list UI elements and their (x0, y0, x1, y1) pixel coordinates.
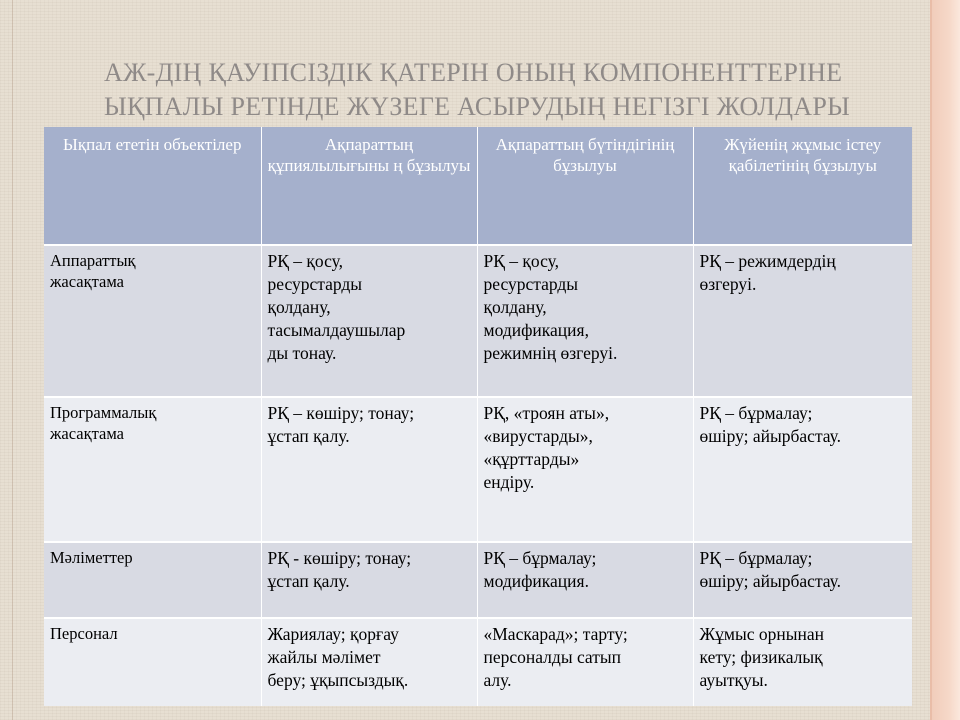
cell-text: Мәліметтер (50, 548, 133, 567)
cell-text: РҚ – режимдердің өзгеруі. (699, 251, 836, 294)
table-cell (261, 245, 477, 397)
cell-text: РҚ – бұрмалау; өшіру; айырбастау. (699, 548, 842, 591)
table-cell (477, 245, 693, 397)
table-cell (693, 245, 912, 397)
title-line-2: ЫҚПАЛЫ РЕТІНДЕ ЖҮЗЕГЕ АСЫРУДЫҢ НЕГІЗГІ ЖОЛДАРЫ (104, 92, 851, 121)
cell-text: Программалық жасақтама (50, 403, 157, 443)
table-cell (261, 397, 477, 542)
cell-text: Жариялау; қорғау жайлы мәлімет беру; ұқыпсыздық. (267, 624, 409, 690)
cell-text: РҚ – көшіру; тонау; ұстап қалу. (267, 403, 415, 446)
table-cell-object (44, 618, 261, 706)
table-cell (261, 542, 477, 618)
table-row (44, 618, 912, 706)
cell-text: Аппараттық жасақтама (50, 251, 136, 291)
cell-text: РҚ – қосу, ресурстарды қолдану, тасымалдаушылар ды тонау. (267, 251, 406, 363)
table-cell (693, 542, 912, 618)
table-cell (477, 542, 693, 618)
table-cell-object (44, 245, 261, 397)
table-cell (477, 397, 693, 542)
table-cell (477, 618, 693, 706)
table-cell (693, 397, 912, 542)
cell-text: «Маскарад»; тарту; персоналды сатып алу. (483, 624, 628, 690)
cell-text: РҚ, «троян аты», «вирустарды», «құрттарды» ендіру. (483, 403, 610, 492)
header-cell-confidentiality: Ақпараттың құпиялылығыны ң бұзылуы (261, 127, 477, 245)
table-cell-object (44, 397, 261, 542)
header-cell-objects: Ықпал ететін объектілер (44, 127, 261, 245)
header-cell-integrity: Ақпараттың бүтіндігінің бұзылуы (477, 127, 693, 245)
cell-text: РҚ – қосу, ресурстарды қолдану, модификация, режимнің өзгеруі. (483, 251, 618, 363)
threats-table (44, 127, 912, 706)
cell-text: РҚ - көшіру; тонау; ұстап қалу. (267, 548, 412, 591)
table-header-row (44, 127, 912, 245)
slide-title (104, 56, 904, 124)
table-row (44, 397, 912, 542)
table-cell-object (44, 542, 261, 618)
title-line-1: АЖ-ДІҢ ҚАУІПСІЗДІК ҚАТЕРІН ОНЫҢ КОМПОНЕНТТЕРІНЕ (104, 58, 843, 87)
decorative-side-strip (930, 0, 960, 720)
table-cell (693, 618, 912, 706)
header-cell-availability: Жүйенің жұмыс істеу қабілетінің бұзылуы (693, 127, 912, 245)
cell-text: РҚ – бұрмалау; модификация. (483, 548, 597, 591)
table-row (44, 542, 912, 618)
cell-text: Жұмыс орнынан кету; физикалық ауытқуы. (699, 624, 825, 690)
table-cell (261, 618, 477, 706)
cell-text: Персонал (50, 624, 118, 643)
table-row (44, 245, 912, 397)
cell-text: РҚ – бұрмалау; өшіру; айырбастау. (699, 403, 842, 446)
